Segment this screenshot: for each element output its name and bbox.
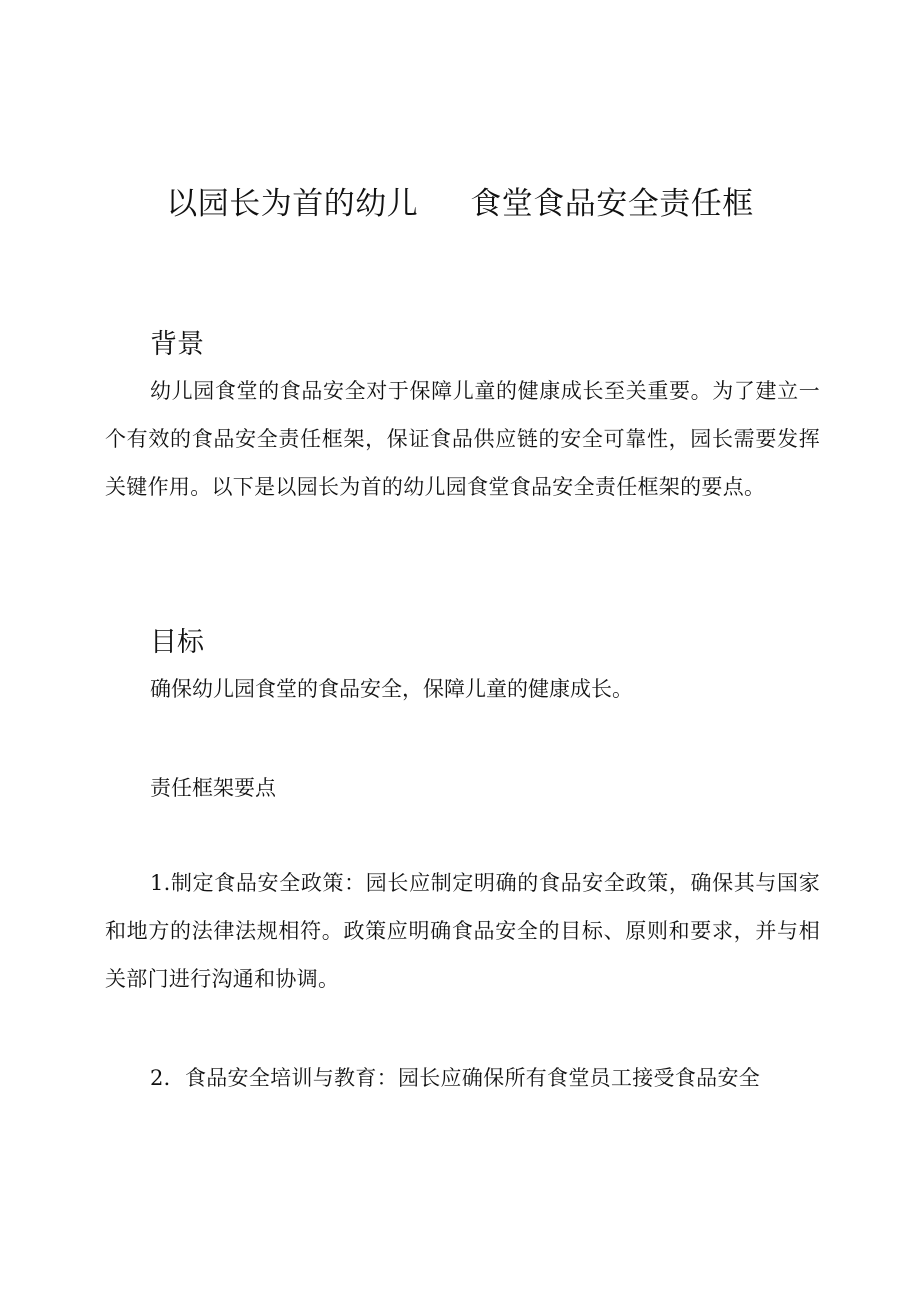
section-heading-background: 背景	[150, 329, 204, 360]
title-part-1: 以园长为首的幼儿	[166, 186, 419, 222]
section-heading-goal: 目标	[150, 627, 204, 658]
background-paragraph: 幼儿园食堂的食品安全对于保障儿童的健康成长至关重要。为了建立一个有效的食品安全责任框架，保证食品供应链的安全可靠性，园长需要发挥关键作用。以下是以园长为首的幼儿园食堂食品安全责任框架的要点。	[105, 379, 820, 499]
title-part-2: 食堂食品安全责任框	[470, 186, 754, 222]
framework-item-1: 1.制定食品安全政策：园长应制定明确的食品安全政策，确保其与国家和地方的法律法规相符。政策应明确食品安全的目标、原则和要求，并与相关部门进行沟通和协调。	[105, 871, 820, 991]
page-title	[0, 178, 920, 223]
framework-item-2: 2．食品安全培训与教育：园长应确保所有食堂员工接受食品安全	[150, 1066, 761, 1090]
section-heading-framework: 责任框架要点	[150, 776, 276, 800]
goal-paragraph: 确保幼儿园食堂的食品安全，保障儿童的健康成长。	[150, 677, 633, 701]
